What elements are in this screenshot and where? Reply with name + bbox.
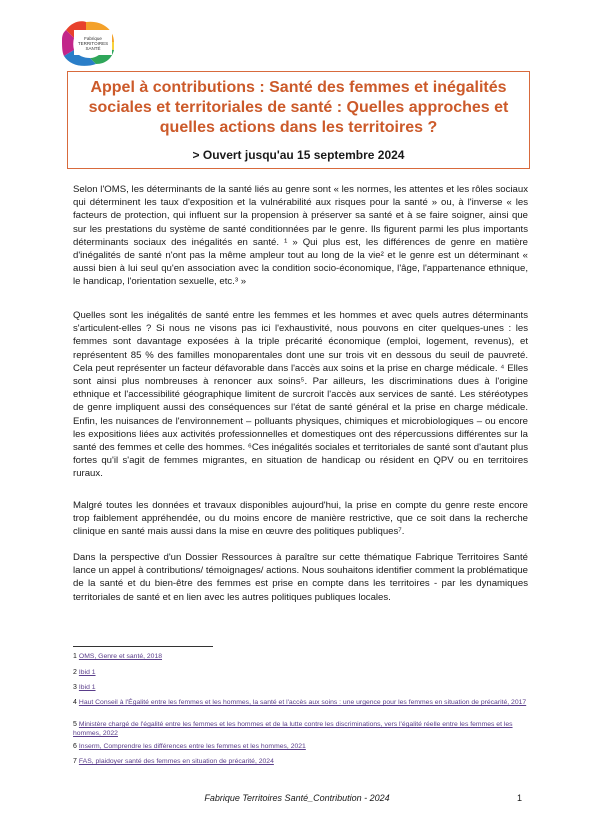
footnote-link[interactable]: OMS, Genre et santé, 2018 — [78, 653, 163, 660]
footnote-link[interactable]: FAS, plaidoyer santé des femmes en situation de précarité, 2024 — [78, 758, 274, 765]
footnote-2 — [73, 668, 528, 677]
footnote-number: 3 — [73, 684, 77, 691]
footnote-7 — [73, 757, 528, 766]
page-footer: Fabrique Territoires Santé_Contribution - 2024 — [204, 793, 390, 803]
paragraph-gender-consideration: Malgré toutes les données et travaux disponibles aujourd'hui, la prise en compte du genre reste encore trop faiblement appréhendée, ou du moins encore de manière restrictive, que ce soit dans la recherche clinique en santé mais aussi dans la mise en œuvre des politiques publiques⁷. — [73, 500, 528, 538]
paragraph-call: Dans la perspective d'un Dossier Ressources à paraître sur cette thématique Fabrique Territoires Santé lance un appel à contributions/ témoignages/ actions. Nous souhaitons identifier comment la problématique de la santé et du bien-être des femmes est prise en compte dans les territoires - par les dynamiques territoriales de santé et en lien avec les autres politiques publiques locales. — [73, 552, 528, 603]
logo — [56, 18, 118, 68]
footnote-3 — [73, 683, 528, 692]
paragraph-inequalities: Quelles sont les inégalités de santé entre les femmes et les hommes et avec quels autres déterminants s'articulent-elles ? Si nous ne visons pas ici l'exhaustivité, nous pouvons en citer quelques-unes : les femmes sont davantage exposées à la triple précarité économique (emploi, logement, revenus), et représentent 85 % des familles monoparentales dont une sur trois vit en dessous du seuil de pauvreté. Cela peut représenter un facteur défavorable dans l'accès aux soins et la prise en charge médicale. ⁴ Elles sont ainsi plus nombreuses à renoncer aux soins⁵. Par ailleurs, les discriminations dues à l'origine ethnique et l'accessibilité géographique limitent de surcroit l'accès aux services de santé. Les stéréotypes de genre impliquent aussi des conséquences sur l'état de santé général et la prise en charge médicale. Enfin, les nuisances de l'environnement – polluants physiques, chimiques et microbiologiques – ou encore les expositions liées aux activités professionnelles et domestiques ont des répercussions différentes sur la santé des femmes et celle des hommes. ⁶Ces inégalités sociales et territoriales de santé sont d'autant plus fortes qu'il s'agit de femmes migrantes, en situation de handicap ou résident en QPV ou en territoires ruraux. — [73, 310, 528, 480]
footnote-link[interactable]: Ministère chargé de l'égalité entre les femmes et les hommes et de la lutte contre les discriminations, vers l'égalité réelle entre les femmes et les hommes, 2022 — [73, 721, 513, 737]
logo-wordmark — [74, 30, 112, 55]
logo-text-2: TERRITOIRES — [77, 41, 109, 46]
footnote-number: 6 — [73, 743, 77, 750]
page-number: 1 — [517, 793, 523, 803]
footnote-4 — [73, 698, 528, 707]
footnote-link[interactable]: Ibid 1 — [78, 669, 96, 676]
footnote-number: 7 — [73, 758, 77, 765]
footnote-6 — [73, 742, 528, 751]
logo-text-1: Fabrique — [84, 36, 102, 41]
deadline-text: > Ouvert jusqu'au 15 septembre 2024 — [192, 148, 405, 162]
footnote-divider — [73, 646, 213, 647]
paragraph-oms: Selon l'OMS, les déterminants de la santé liés au genre sont « les normes, les attentes et les rôles sociaux qui déterminent les taux d'exposition et la vulnérabilité aux risques pour la santé » ou, à l'inverse « les facteurs de protection, qui influent sur la propension à préserver sa santé et à se faire soigner, ainsi que sur les prestations du système de santé conditionnées par le genre. Ils figurent parmi les plus importants déterminants sociaux des inégalités en santé. ¹ » Qui plus est, les différences de genre en matière d'inégalités de santé n'ont pas la même ampleur tout au long de la vie² et le genre est un déterminant « aussi bien à lui seul qu'en association avec la condition socio-économique, l'âge, l'appartenance ethnique, le handicap, l'orientation sexuelle, etc.³ » — [73, 184, 528, 288]
footnote-number: 4 — [73, 699, 77, 706]
footnote-link[interactable]: Haut Conseil à l'Égalité entre les femmes et les hommes, la santé et l'accès aux soins : une urgence pour les femmes en situation de précarité, 2017 — [78, 699, 527, 706]
footnote-5 — [73, 720, 528, 738]
footnote-number: 2 — [73, 669, 77, 676]
call-for-contributions-box — [67, 71, 530, 169]
page-title: Appel à contributions : Santé des femmes et inégalités sociales et territoriales de santé : Quelles approches et quelles actions dans les territoires ? — [88, 79, 509, 136]
logo-text-3: SANTÉ — [85, 46, 101, 51]
footnote-1 — [73, 652, 528, 661]
footnote-link[interactable]: Ibid 1 — [78, 684, 96, 691]
footnote-link[interactable]: Inserm, Comprendre les différences entre les femmes et les hommes, 2021 — [78, 743, 306, 750]
footnote-number: 1 — [73, 653, 77, 660]
footnote-number: 5 — [73, 721, 77, 728]
